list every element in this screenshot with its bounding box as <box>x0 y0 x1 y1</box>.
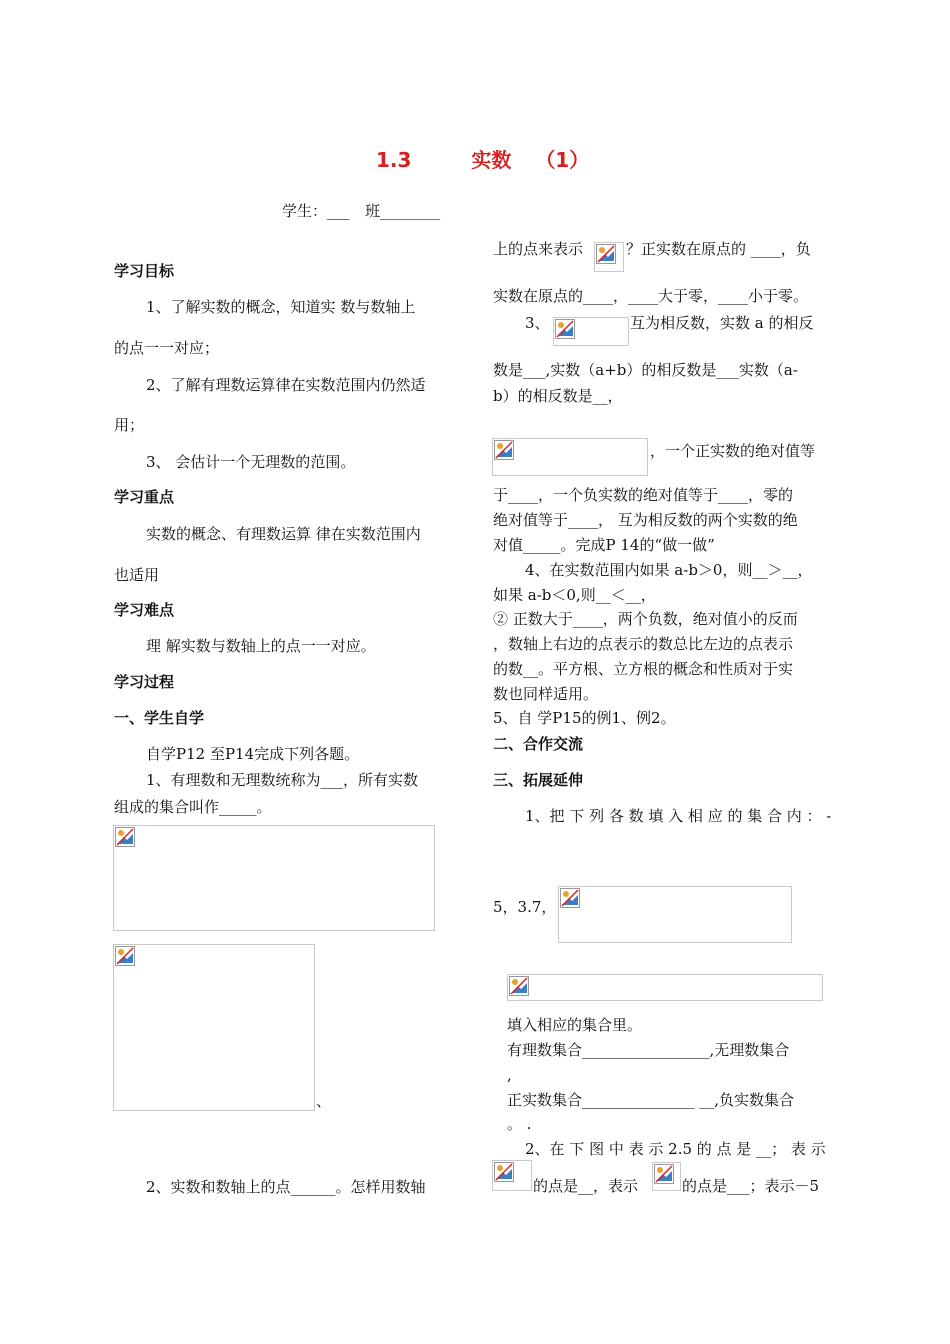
image-placeholder <box>652 1162 681 1191</box>
image-placeholder <box>558 886 792 943</box>
right-line-2: 实数在原点的____，____大于零，____小于零。 <box>493 287 809 305</box>
broken-image-icon <box>509 976 529 996</box>
right-line-6: ，一个正实数的绝对值等 <box>650 442 816 460</box>
right-line-12: ② 正数大于____，两个负数，绝对值小的反而 <box>493 610 798 628</box>
page-title <box>376 150 589 170</box>
goal-1-cont: 的点一一对应； <box>114 339 220 357</box>
student-label: 学生： <box>282 202 328 220</box>
extension-question-2: 2、在 下 图 中 表 示 2.5 的 点 是 __； 表 示 <box>525 1140 826 1158</box>
title-number: 1.3 <box>376 148 412 172</box>
right-line-11: 如果 a-b＜0,则__＜__， <box>493 586 656 604</box>
class-blank: ________ <box>380 202 441 220</box>
image-placeholder <box>507 974 823 1001</box>
image-placeholder <box>113 825 435 931</box>
set-line-4: 。 . <box>507 1115 532 1133</box>
heading-difficulties: 学习难点 <box>114 601 175 619</box>
image-placeholder <box>492 438 648 476</box>
right-line-14: 的数__。平方根、立方根的概念和性质对于实 <box>493 660 794 678</box>
right-line-4: 数是___,实数（a+b）的相反数是___实数（a- <box>493 361 798 379</box>
image-placeholder <box>594 242 624 272</box>
extension-q2-line-b: 的点是___；表示－5 <box>682 1177 820 1195</box>
image-placeholder <box>113 944 315 1111</box>
broken-image-icon <box>596 244 616 264</box>
heading-process: 学习过程 <box>114 673 175 691</box>
heading-cooperation: 二、合作交流 <box>493 735 584 753</box>
set-line-3: 正实数集合_______________ __,负实数集合 <box>507 1091 795 1109</box>
right-line-16: 5、自 学P15的例1、例2。 <box>493 709 676 727</box>
question-4: 4、在实数范围内如果 a-b＞0，则__＞__， <box>525 561 813 579</box>
right-line-8: 绝对值等于____， 互为相反数的两个实数的绝 <box>493 511 798 529</box>
number-list: 5，3.7， <box>493 898 557 916</box>
broken-image-icon <box>560 888 580 908</box>
fill-instruction: 填入相应的集合里。 <box>507 1016 643 1034</box>
goal-3: 3、 会估计一个无理数的范围。 <box>146 453 356 471</box>
list-separator: 、 <box>316 1092 332 1110</box>
right-line-1b: ？正实数在原点的 ____，负 <box>626 240 811 258</box>
broken-image-icon <box>115 946 135 966</box>
image-placeholder <box>553 317 629 346</box>
goal-2: 2、了解有理数运算律在实数范围内仍然适 <box>146 376 426 394</box>
right-line-13: ，数轴上右边的点表示的数总比左边的点表示 <box>493 635 794 653</box>
heading-goals: 学习目标 <box>114 262 175 280</box>
heading-key-points: 学习重点 <box>114 488 175 506</box>
extension-q2-line-a: 的点是__，表示 <box>533 1177 639 1195</box>
heading-extension: 三、拓展延伸 <box>493 771 584 789</box>
key-point-1-cont: 也适用 <box>114 566 160 584</box>
question-1-cont: 组成的集合叫作_____。 <box>114 798 272 816</box>
question-3: 互为相反数，实数 a 的相反 <box>630 314 814 332</box>
right-line-9: 对值_____。完成P 14的“做一做” <box>493 536 715 554</box>
self-study-intro: 自学P12 至P14完成下列各题。 <box>146 745 360 763</box>
right-line-7: 于____，一个负实数的绝对值等于____，零的 <box>493 486 794 504</box>
question-3-number: 3、 <box>525 314 550 332</box>
extension-question-1: 1、把 下 列 各 数 填 入 相 应 的 集 合 内 ： - <box>525 807 832 825</box>
broken-image-icon <box>494 440 514 460</box>
question-2: 2、实数和数轴上的点______。怎样用数轴 <box>146 1178 426 1196</box>
right-line-1a: 上的点来表示 <box>493 240 584 258</box>
broken-image-icon <box>654 1164 674 1184</box>
set-line-1: 有理数集合_________________,无理数集合 <box>507 1041 790 1059</box>
title-word: 实数 <box>471 148 512 172</box>
image-placeholder <box>492 1160 532 1191</box>
broken-image-icon <box>555 319 575 339</box>
set-line-2: , <box>507 1066 512 1084</box>
goal-1: 1、了解实数的概念，知道实 数与数轴上 <box>146 298 416 316</box>
question-1: 1、有理数和无理数统称为___，所有实数 <box>146 771 419 789</box>
key-point-1: 实数的概念、有理数运算 律在实数范围内 <box>146 525 421 543</box>
student-line <box>282 204 440 219</box>
difficulty-1: 理 解实数与数轴上的点一一对应。 <box>146 637 376 655</box>
right-line-15: 数也同样适用。 <box>493 685 599 703</box>
broken-image-icon <box>115 827 135 847</box>
class-label: 班 <box>365 202 381 220</box>
student-blank: ___ <box>327 202 350 220</box>
title-part: （1） <box>535 148 590 172</box>
broken-image-icon <box>494 1162 514 1182</box>
heading-self-study: 一、学生自学 <box>114 709 205 727</box>
goal-2-cont: 用； <box>114 416 145 434</box>
right-line-5: b）的相反数是__， <box>493 387 623 405</box>
